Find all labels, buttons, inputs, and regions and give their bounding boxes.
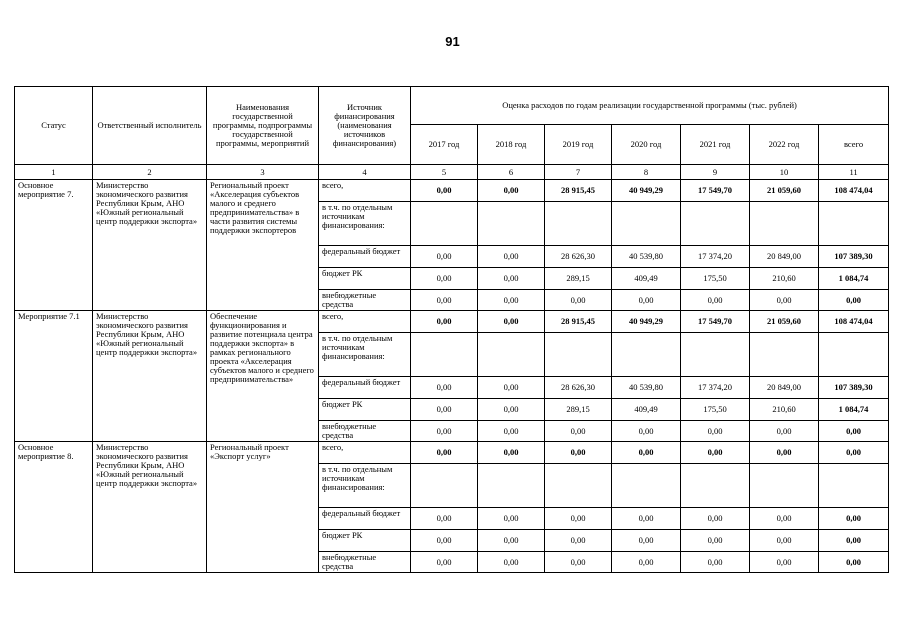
value-cell: 409,49 bbox=[612, 268, 681, 290]
header-year: 2018 год bbox=[478, 125, 545, 165]
page-number: 91 bbox=[445, 34, 460, 49]
block-name: Региональный проект «Экспорт услуг» bbox=[207, 442, 319, 573]
column-number: 11 bbox=[819, 165, 889, 180]
value-cell: 0,00 bbox=[545, 552, 612, 573]
column-number: 2 bbox=[93, 165, 207, 180]
total-cell: 0,00 bbox=[819, 530, 889, 552]
value-cell bbox=[612, 333, 681, 377]
value-cell: 17 374,20 bbox=[681, 246, 750, 268]
header-year: 2017 год bbox=[411, 125, 478, 165]
column-number: 1 bbox=[15, 165, 93, 180]
header-estimate: Оценка расходов по годам реализации государственной программы (тыс. рублей) bbox=[411, 87, 889, 125]
source-cell: всего, bbox=[319, 311, 411, 333]
header-source: Источник финансирования (наименования источников финансирования) bbox=[319, 87, 411, 165]
value-cell: 0,00 bbox=[478, 421, 545, 442]
total-cell: 0,00 bbox=[819, 442, 889, 464]
block-status: Основное мероприятие 8. bbox=[15, 442, 93, 573]
source-cell: всего, bbox=[319, 442, 411, 464]
source-cell: бюджет РК bbox=[319, 399, 411, 421]
value-cell: 0,00 bbox=[545, 290, 612, 311]
value-cell: 0,00 bbox=[478, 290, 545, 311]
value-cell: 28 626,30 bbox=[545, 246, 612, 268]
total-cell bbox=[819, 333, 889, 377]
value-cell: 0,00 bbox=[612, 530, 681, 552]
column-number: 10 bbox=[750, 165, 819, 180]
value-cell: 21 059,60 bbox=[750, 311, 819, 333]
value-cell: 289,15 bbox=[545, 399, 612, 421]
block-executor: Министерство экономического развития Республики Крым, АНО «Южный региональный центр поддержки экспорта» bbox=[93, 442, 207, 573]
value-cell: 210,60 bbox=[750, 268, 819, 290]
value-cell bbox=[681, 202, 750, 246]
value-cell: 0,00 bbox=[612, 442, 681, 464]
total-cell: 0,00 bbox=[819, 421, 889, 442]
budget-table bbox=[14, 86, 889, 573]
value-cell: 40 949,29 bbox=[612, 180, 681, 202]
header-executor: Ответственный исполнитель bbox=[93, 87, 207, 165]
value-cell: 0,00 bbox=[411, 311, 478, 333]
total-cell: 108 474,04 bbox=[819, 311, 889, 333]
value-cell bbox=[750, 333, 819, 377]
header-total: всего bbox=[819, 125, 889, 165]
value-cell bbox=[545, 333, 612, 377]
value-cell: 21 059,60 bbox=[750, 180, 819, 202]
header-year: 2019 год bbox=[545, 125, 612, 165]
value-cell: 210,60 bbox=[750, 399, 819, 421]
value-cell bbox=[411, 202, 478, 246]
value-cell: 0,00 bbox=[411, 530, 478, 552]
value-cell: 0,00 bbox=[411, 268, 478, 290]
value-cell bbox=[681, 333, 750, 377]
value-cell bbox=[750, 202, 819, 246]
value-cell: 0,00 bbox=[681, 552, 750, 573]
value-cell: 40 949,29 bbox=[612, 311, 681, 333]
value-cell: 0,00 bbox=[411, 552, 478, 573]
total-cell: 0,00 bbox=[819, 508, 889, 530]
value-cell: 0,00 bbox=[478, 530, 545, 552]
total-cell bbox=[819, 464, 889, 508]
value-cell bbox=[411, 333, 478, 377]
value-cell: 0,00 bbox=[750, 442, 819, 464]
total-cell: 0,00 bbox=[819, 552, 889, 573]
value-cell: 17 374,20 bbox=[681, 377, 750, 399]
value-cell: 0,00 bbox=[478, 399, 545, 421]
value-cell bbox=[612, 202, 681, 246]
block-executor: Министерство экономического развития Республики Крым, АНО «Южный региональный центр поддержки экспорта» bbox=[93, 180, 207, 311]
total-cell: 108 474,04 bbox=[819, 180, 889, 202]
column-number: 4 bbox=[319, 165, 411, 180]
value-cell: 0,00 bbox=[681, 290, 750, 311]
total-cell: 1 084,74 bbox=[819, 268, 889, 290]
table-row bbox=[15, 442, 889, 464]
value-cell: 17 549,70 bbox=[681, 311, 750, 333]
total-cell bbox=[819, 202, 889, 246]
column-number: 9 bbox=[681, 165, 750, 180]
value-cell: 0,00 bbox=[545, 508, 612, 530]
value-cell: 0,00 bbox=[478, 508, 545, 530]
value-cell: 0,00 bbox=[750, 552, 819, 573]
value-cell: 0,00 bbox=[681, 508, 750, 530]
value-cell: 20 849,00 bbox=[750, 377, 819, 399]
value-cell: 0,00 bbox=[545, 421, 612, 442]
value-cell: 0,00 bbox=[411, 399, 478, 421]
value-cell: 0,00 bbox=[478, 246, 545, 268]
value-cell: 0,00 bbox=[612, 508, 681, 530]
block-name: Обеспечение функционирования и развитие потенциала центра поддержки экспорта» в рамках регионального проекта «Акселерация субъектов малого и среднего предпринимательства» bbox=[207, 311, 319, 442]
value-cell: 0,00 bbox=[545, 530, 612, 552]
value-cell bbox=[750, 464, 819, 508]
value-cell: 0,00 bbox=[478, 180, 545, 202]
value-cell: 0,00 bbox=[411, 442, 478, 464]
source-cell: всего, bbox=[319, 180, 411, 202]
value-cell: 409,49 bbox=[612, 399, 681, 421]
value-cell: 28 915,45 bbox=[545, 180, 612, 202]
block-name: Региональный проект «Акселерация субъектов малого и среднего предпринимательства» в части развития системы поддержки экспортеров bbox=[207, 180, 319, 311]
header-year: 2020 год bbox=[612, 125, 681, 165]
value-cell: 0,00 bbox=[612, 421, 681, 442]
column-number-row bbox=[15, 165, 889, 180]
value-cell: 289,15 bbox=[545, 268, 612, 290]
source-cell: федеральный бюджет bbox=[319, 377, 411, 399]
header-status: Статус bbox=[15, 87, 93, 165]
source-cell: в т.ч. по отдельным источникам финансирования: bbox=[319, 464, 411, 508]
value-cell: 0,00 bbox=[478, 377, 545, 399]
total-cell: 1 084,74 bbox=[819, 399, 889, 421]
value-cell: 0,00 bbox=[612, 552, 681, 573]
value-cell: 20 849,00 bbox=[750, 246, 819, 268]
value-cell: 0,00 bbox=[750, 290, 819, 311]
source-cell: бюджет РК bbox=[319, 530, 411, 552]
value-cell: 0,00 bbox=[411, 180, 478, 202]
column-number: 8 bbox=[612, 165, 681, 180]
value-cell: 0,00 bbox=[411, 246, 478, 268]
column-number: 6 bbox=[478, 165, 545, 180]
table-row bbox=[15, 311, 889, 333]
value-cell: 0,00 bbox=[411, 290, 478, 311]
value-cell bbox=[478, 464, 545, 508]
value-cell: 0,00 bbox=[750, 421, 819, 442]
table-row bbox=[15, 180, 889, 202]
source-cell: бюджет РК bbox=[319, 268, 411, 290]
column-number: 3 bbox=[207, 165, 319, 180]
source-cell: в т.ч. по отдельным источникам финансирования: bbox=[319, 333, 411, 377]
header-year: 2022 год bbox=[750, 125, 819, 165]
value-cell: 0,00 bbox=[750, 530, 819, 552]
block-executor: Министерство экономического развития Республики Крым, АНО «Южный региональный центр поддержки экспорта» bbox=[93, 311, 207, 442]
value-cell bbox=[411, 464, 478, 508]
value-cell: 40 539,80 bbox=[612, 377, 681, 399]
value-cell: 0,00 bbox=[681, 530, 750, 552]
source-cell: внебюджетные средства bbox=[319, 290, 411, 311]
block-status: Основное мероприятие 7. bbox=[15, 180, 93, 311]
value-cell: 175,50 bbox=[681, 268, 750, 290]
value-cell: 0,00 bbox=[681, 421, 750, 442]
value-cell: 28 626,30 bbox=[545, 377, 612, 399]
source-cell: в т.ч. по отдельным источникам финансирования: bbox=[319, 202, 411, 246]
value-cell bbox=[545, 464, 612, 508]
total-cell: 107 389,30 bbox=[819, 246, 889, 268]
value-cell: 0,00 bbox=[478, 552, 545, 573]
value-cell bbox=[612, 464, 681, 508]
value-cell: 0,00 bbox=[478, 442, 545, 464]
value-cell: 0,00 bbox=[750, 508, 819, 530]
value-cell bbox=[545, 202, 612, 246]
total-cell: 0,00 bbox=[819, 290, 889, 311]
value-cell: 0,00 bbox=[478, 268, 545, 290]
value-cell: 0,00 bbox=[612, 290, 681, 311]
value-cell bbox=[478, 202, 545, 246]
source-cell: федеральный бюджет bbox=[319, 508, 411, 530]
value-cell bbox=[681, 464, 750, 508]
value-cell: 0,00 bbox=[411, 377, 478, 399]
value-cell: 0,00 bbox=[411, 421, 478, 442]
block-status: Мероприятие 7.1 bbox=[15, 311, 93, 442]
value-cell: 175,50 bbox=[681, 399, 750, 421]
value-cell: 0,00 bbox=[411, 508, 478, 530]
value-cell: 40 539,80 bbox=[612, 246, 681, 268]
source-cell: внебюджетные средства bbox=[319, 421, 411, 442]
value-cell: 0,00 bbox=[478, 311, 545, 333]
column-number: 7 bbox=[545, 165, 612, 180]
column-number: 5 bbox=[411, 165, 478, 180]
value-cell bbox=[478, 333, 545, 377]
source-cell: федеральный бюджет bbox=[319, 246, 411, 268]
total-cell: 107 389,30 bbox=[819, 377, 889, 399]
value-cell: 0,00 bbox=[681, 442, 750, 464]
value-cell: 0,00 bbox=[545, 442, 612, 464]
value-cell: 28 915,45 bbox=[545, 311, 612, 333]
value-cell: 17 549,70 bbox=[681, 180, 750, 202]
source-cell: внебюджетные средства bbox=[319, 552, 411, 573]
header-name: Наименования государственной программы, подпрограммы государственной программы, мероприятий bbox=[207, 87, 319, 165]
header-year: 2021 год bbox=[681, 125, 750, 165]
